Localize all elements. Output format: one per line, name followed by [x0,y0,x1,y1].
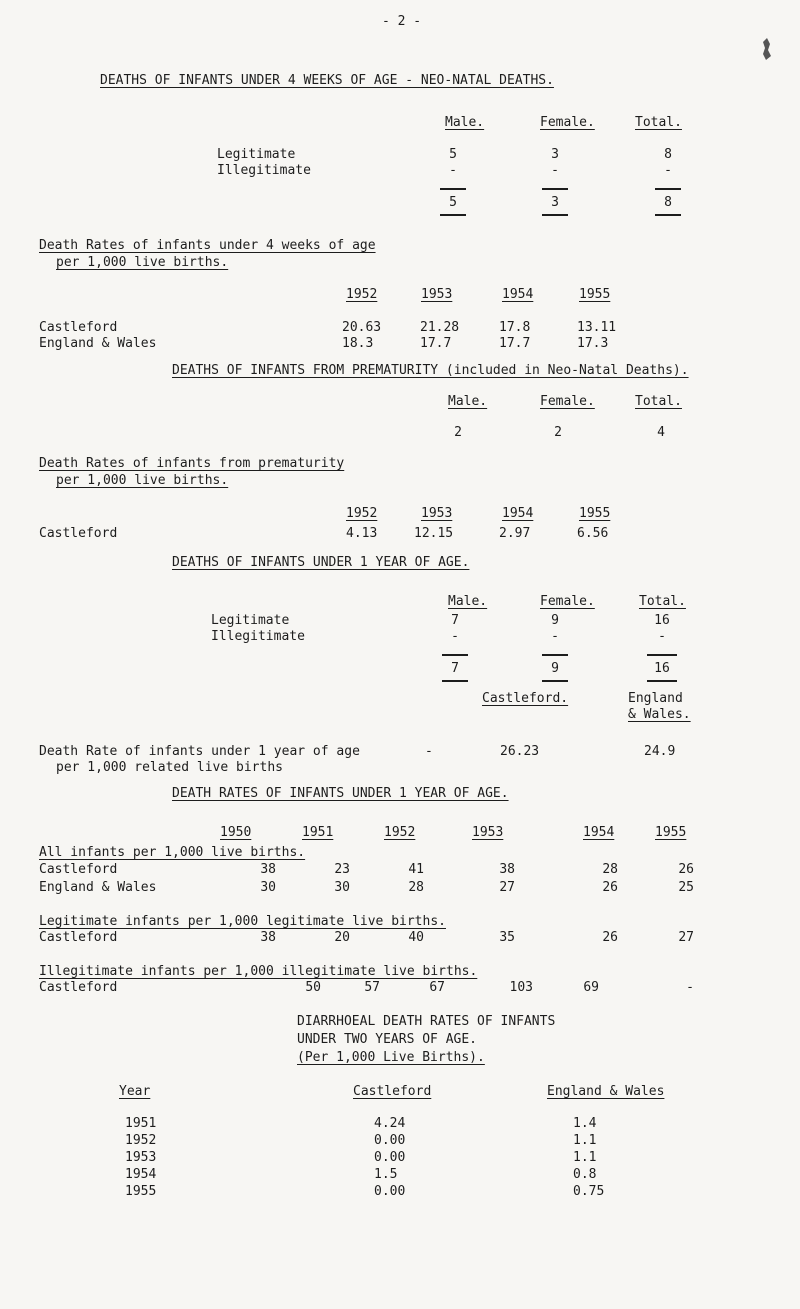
page-corner-mark-icon [760,36,774,62]
s5-row-illegitimate-label: Illegitimate [211,629,305,644]
s8-castleford-1954: 1.5 [374,1167,398,1182]
s1-illegitimate-female: - [551,163,559,178]
s2-castleford-1953: 21.28 [420,320,460,335]
s7-g3-castleford-1952: 67 [429,980,445,995]
s7-g1-castleford-1950: 38 [260,862,276,877]
s4-year-1952: 1952 [346,506,378,521]
s3-female: 2 [554,425,562,440]
s6-england-value: 24.9 [644,744,676,759]
s7-year-1951: 1951 [302,825,334,840]
s8-header-castleford: Castleford [353,1084,432,1099]
s8-header-year: Year [119,1084,151,1099]
s6-header-england: England [628,691,683,706]
s2-year-1954: 1954 [502,287,534,302]
s8-title-line1: DIARRHOEAL DEATH RATES OF INFANTS [297,1014,556,1029]
s7-g2-castleford-label: Castleford [39,930,118,945]
s1-rule-total [655,188,681,190]
s1-rule-female [542,188,568,190]
s2-castleford-1952: 20.63 [342,320,382,335]
s1-total-female: 3 [551,195,559,210]
s2-year-1953: 1953 [421,287,453,302]
s2-row-castleford-label: Castleford [39,320,118,335]
s2-subtitle: per 1,000 live births. [56,255,229,270]
s6-castleford-value: 26.23 [500,744,540,759]
s6-label-line1: Death Rate of infants under 1 year of age [39,744,360,759]
s7-g2-castleford-1954: 26 [602,930,618,945]
s7-year-1955: 1955 [655,825,687,840]
s1-illegitimate-male: - [449,163,457,178]
s7-g1-england-1951: 30 [334,880,350,895]
s2-title: Death Rates of infants under 4 weeks of age [39,238,376,253]
s2-castleford-1954: 17.8 [499,320,531,335]
s4-year-1953: 1953 [421,506,453,521]
s5-rule-total [647,654,677,656]
s1-header-male: Male. [445,115,485,130]
s4-castleford-label: Castleford [39,526,118,541]
s8-castleford-1953: 0.00 [374,1150,406,1165]
s7-year-1954: 1954 [583,825,615,840]
s7-g3-castleford-1950: 50 [305,980,321,995]
s3-title: DEATHS OF INFANTS FROM PREMATURITY (included in Neo-Natal Deaths). [172,363,689,378]
s2-england-1955: 17.3 [577,336,609,351]
s7-g1-england-1954: 26 [602,880,618,895]
s5-illegitimate-total: - [658,629,666,644]
s7-year-1950: 1950 [220,825,252,840]
s7-year-1952: 1952 [384,825,416,840]
s8-title-line2: UNDER TWO YEARS OF AGE. [297,1032,478,1047]
s8-england-1952: 1.1 [573,1133,597,1148]
s7-g1-row-england-label: England & Wales [39,880,157,895]
s8-castleford-1955: 0.00 [374,1184,406,1199]
s1-rule2-male [440,214,466,216]
s1-row-legitimate-label: Legitimate [217,147,296,162]
s8-year-1955: 1955 [125,1184,157,1199]
s8-england-1953: 1.1 [573,1150,597,1165]
s2-england-1954: 17.7 [499,336,531,351]
s8-castleford-1951: 4.24 [374,1116,406,1131]
s5-header-male: Male. [448,594,488,609]
s2-castleford-1955: 13.11 [577,320,617,335]
s7-year-1953: 1953 [472,825,504,840]
s2-england-1953: 17.7 [420,336,452,351]
s1-total-total: 8 [664,195,672,210]
s5-header-total: Total. [639,594,686,609]
s1-rule2-total [655,214,681,216]
s7-g1-castleford-1951: 23 [334,862,350,877]
s7-title: DEATH RATES OF INFANTS UNDER 1 YEAR OF AGE. [172,786,509,801]
s7-g3-title: Illegitimate infants per 1,000 illegitimate live births. [39,964,478,979]
s4-year-1955: 1955 [579,506,611,521]
s4-castleford-1954: 2.97 [499,526,531,541]
s7-g2-castleford-1951: 20 [334,930,350,945]
s7-g3-castleford-label: Castleford [39,980,118,995]
s1-legitimate-total: 8 [664,147,672,162]
s1-legitimate-female: 3 [551,147,559,162]
s6-header-wales: & Wales. [628,707,691,722]
s3-total: 4 [657,425,665,440]
s7-g3-castleford-1953: 103 [509,980,533,995]
s8-castleford-1952: 0.00 [374,1133,406,1148]
s7-g2-castleford-1952: 40 [408,930,424,945]
s7-g1-england-1953: 27 [499,880,515,895]
s1-legitimate-male: 5 [449,147,457,162]
s5-row-legitimate-label: Legitimate [211,613,290,628]
s8-england-1951: 1.4 [573,1116,597,1131]
s4-castleford-1952: 4.13 [346,526,378,541]
s5-illegitimate-male: - [451,629,459,644]
s2-year-1955: 1955 [579,287,611,302]
s5-total-female: 9 [551,661,559,676]
s4-year-1954: 1954 [502,506,534,521]
s1-header-total: Total. [635,115,682,130]
s5-rule2-total [647,680,677,682]
s6-label-line2: per 1,000 related live births [56,760,283,775]
s5-total-total: 16 [654,661,670,676]
s8-year-1952: 1952 [125,1133,157,1148]
s5-header-female: Female. [540,594,595,609]
s4-castleford-1955: 6.56 [577,526,609,541]
s1-total-male: 5 [449,195,457,210]
page-number: - 2 - [382,14,422,29]
s8-header-england: England & Wales [547,1084,665,1099]
s1-rule-male [440,188,466,190]
s2-england-1952: 18.3 [342,336,374,351]
s3-male: 2 [454,425,462,440]
s8-england-1954: 0.8 [573,1167,597,1182]
s3-header-total: Total. [635,394,682,409]
s4-title: Death Rates of infants from prematurity [39,456,345,471]
s8-title-line3: (Per 1,000 Live Births). [297,1050,485,1065]
s5-rule2-female [542,680,568,682]
s1-header-female: Female. [540,115,595,130]
s1-row-illegitimate-label: Illegitimate [217,163,311,178]
s8-year-1954: 1954 [125,1167,157,1182]
s5-title: DEATHS OF INFANTS UNDER 1 YEAR OF AGE. [172,555,470,570]
s1-title: DEATHS OF INFANTS UNDER 4 WEEKS OF AGE - NEO-NATAL DEATHS. [100,73,554,88]
s5-rule-female [542,654,568,656]
s7-g2-title: Legitimate infants per 1,000 legitimate live births. [39,914,446,929]
s5-legitimate-total: 16 [654,613,670,628]
s2-row-england-label: England & Wales [39,336,157,351]
s7-g2-castleford-1953: 35 [499,930,515,945]
s7-g1-title: All infants per 1,000 live births. [39,845,306,860]
s5-rule2-male [442,680,468,682]
s4-subtitle: per 1,000 live births. [56,473,229,488]
s7-g1-england-1950: 30 [260,880,276,895]
s7-g1-row-castleford-label: Castleford [39,862,118,877]
s6-dash: - [425,744,433,759]
s3-header-male: Male. [448,394,488,409]
s1-rule2-female [542,214,568,216]
s6-header-castleford: Castleford. [482,691,569,706]
s7-g1-england-1955: 25 [678,880,694,895]
s4-castleford-1953: 12.15 [414,526,454,541]
s7-g1-england-1952: 28 [408,880,424,895]
s5-rule-male [442,654,468,656]
s7-g3-castleford-1955: - [686,980,694,995]
s7-g1-castleford-1953: 38 [499,862,515,877]
s8-england-1955: 0.75 [573,1184,605,1199]
s8-year-1953: 1953 [125,1150,157,1165]
s8-year-1951: 1951 [125,1116,157,1131]
s7-g3-castleford-1954: 69 [583,980,599,995]
s5-legitimate-male: 7 [451,613,459,628]
s7-g1-castleford-1955: 26 [678,862,694,877]
s5-illegitimate-female: - [551,629,559,644]
s1-illegitimate-total: - [664,163,672,178]
s7-g1-castleford-1952: 41 [408,862,424,877]
s7-g2-castleford-1950: 38 [260,930,276,945]
s5-legitimate-female: 9 [551,613,559,628]
s7-g3-castleford-1951: 57 [364,980,380,995]
s7-g2-castleford-1955: 27 [678,930,694,945]
s2-year-1952: 1952 [346,287,378,302]
s7-g1-castleford-1954: 28 [602,862,618,877]
s3-header-female: Female. [540,394,595,409]
s5-total-male: 7 [451,661,459,676]
